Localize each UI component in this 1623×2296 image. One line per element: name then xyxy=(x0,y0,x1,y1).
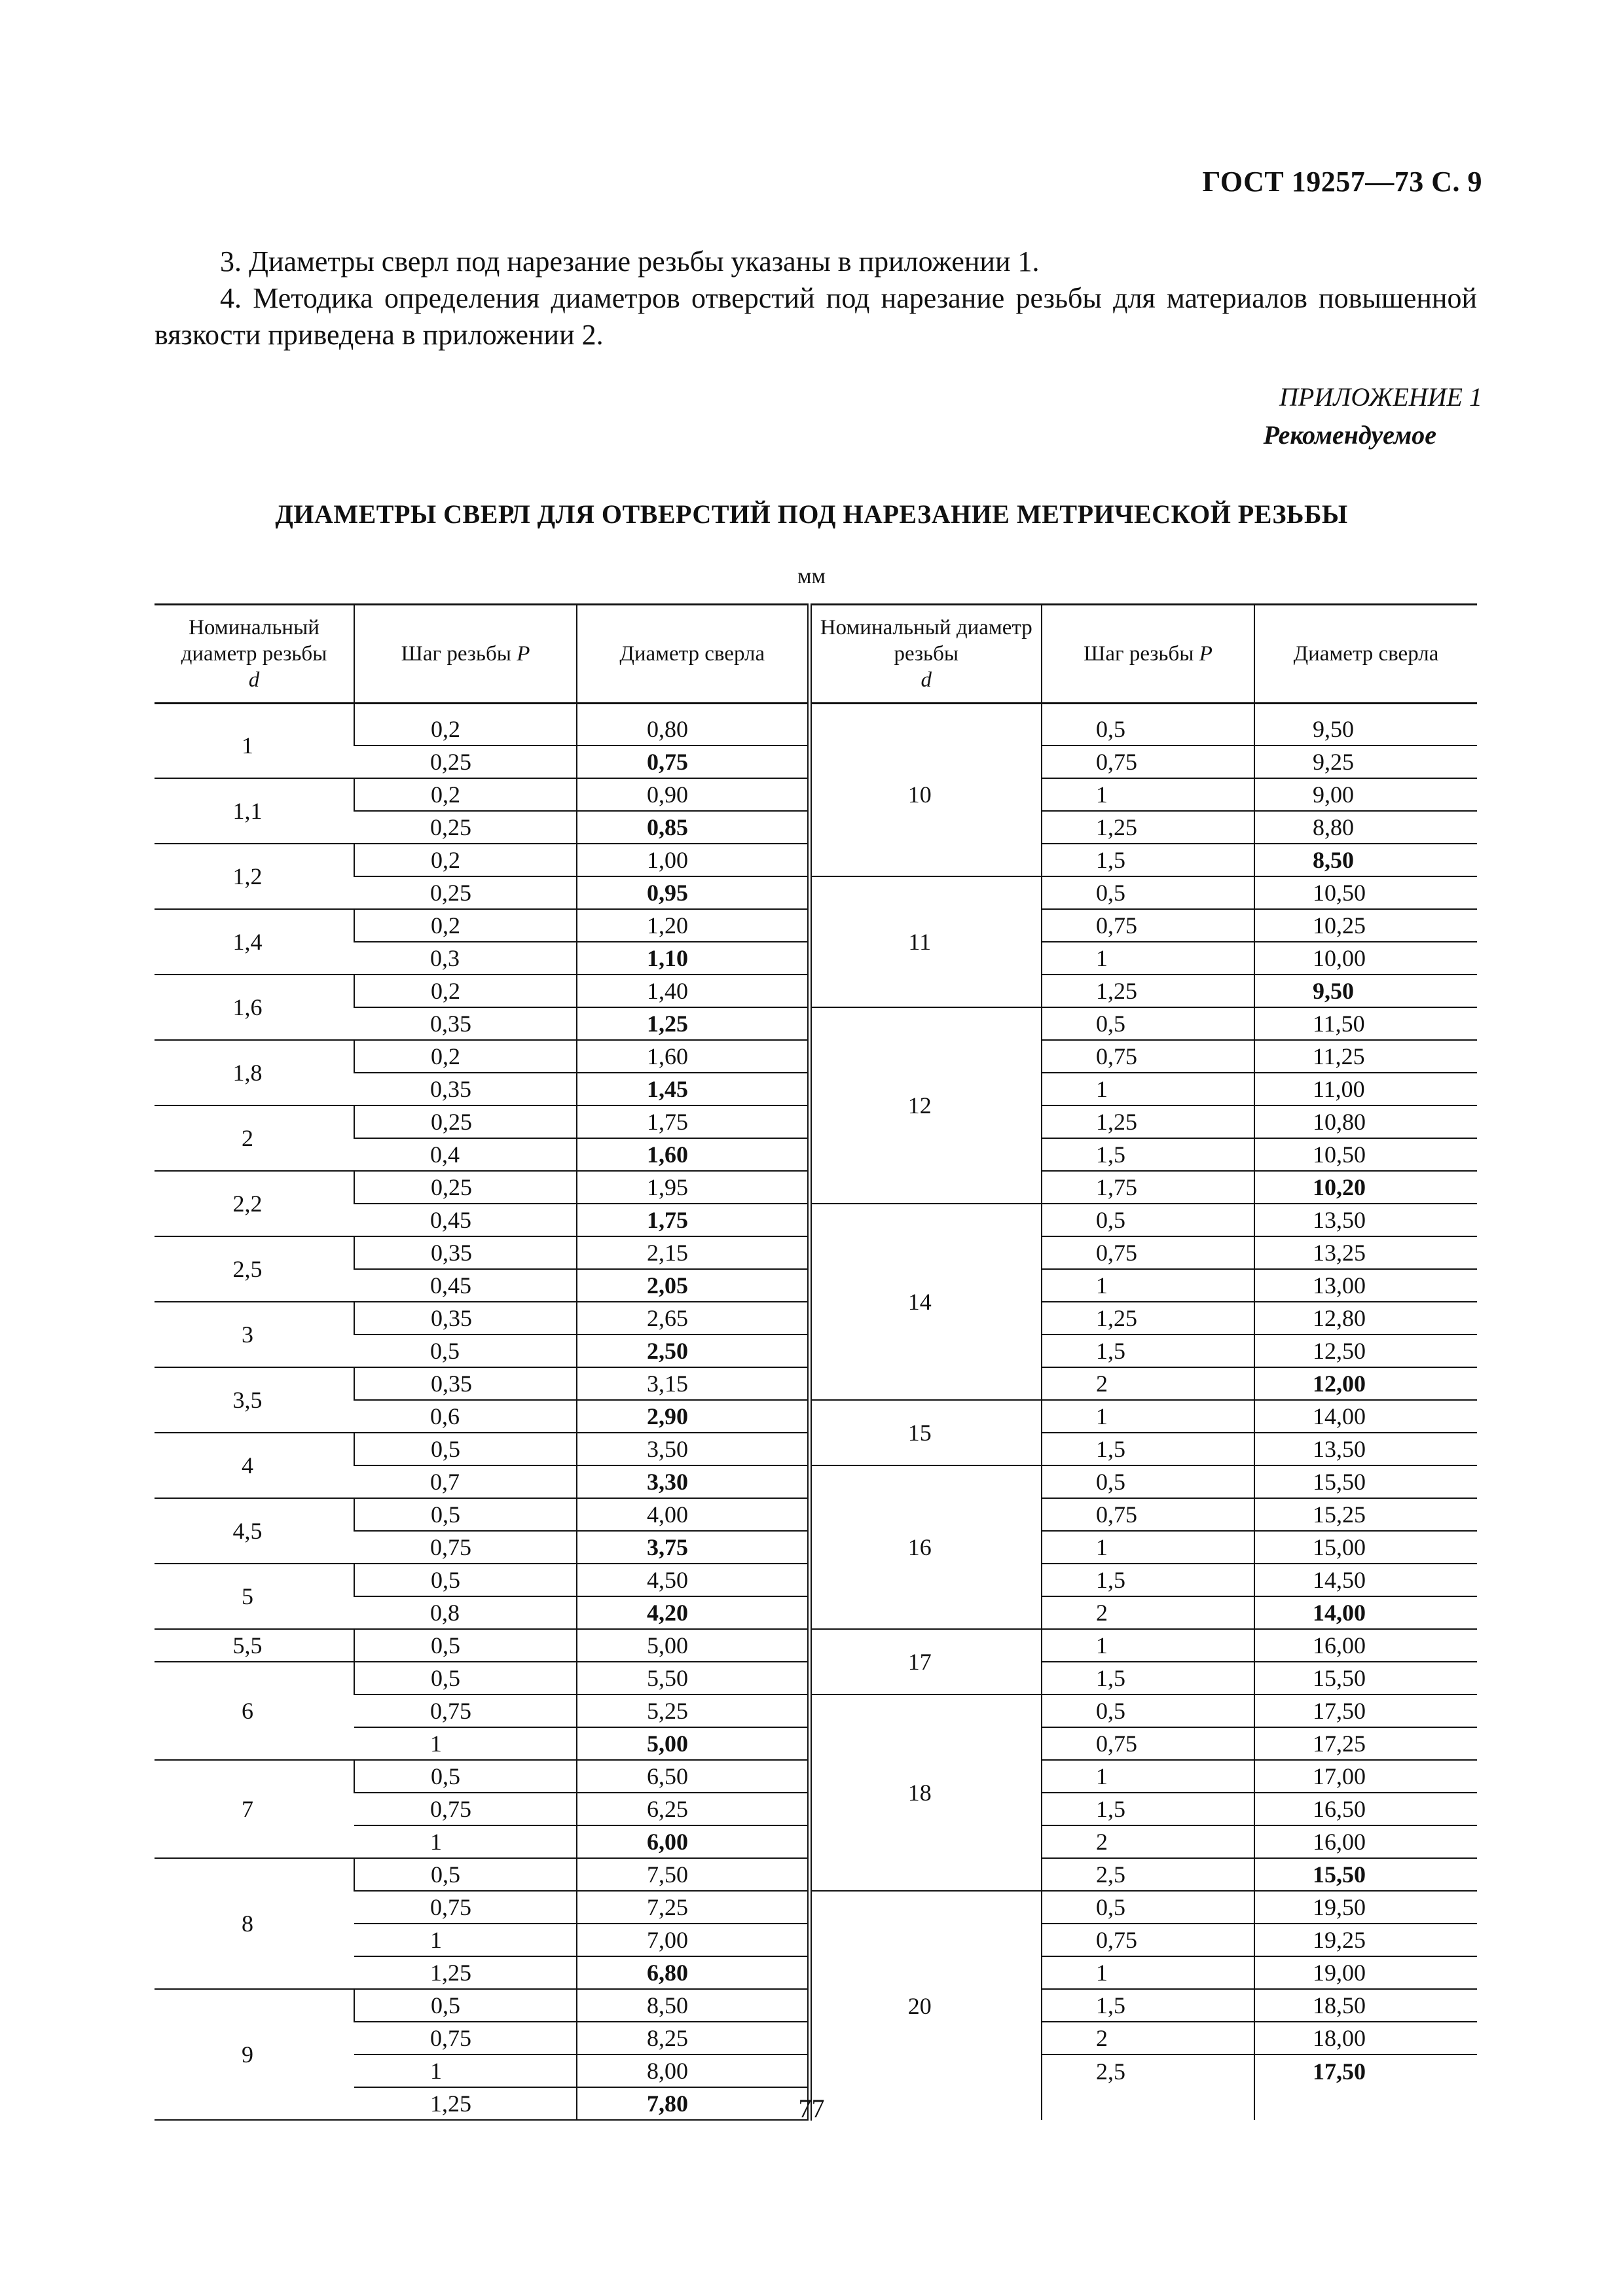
drill-diameter-cell: 9,25 xyxy=(1254,745,1477,778)
drill-diameter-cell: 1,00 xyxy=(577,844,809,876)
drill-diameter-cell: 9,50 xyxy=(1254,975,1477,1007)
header-pitch-text: Шаг резьбы xyxy=(1084,642,1194,666)
pitch-cell: 1,25 xyxy=(1042,1302,1254,1335)
pitch-cell: 0,75 xyxy=(1042,1924,1254,1956)
drill-diameter-cell: 1,10 xyxy=(577,942,809,975)
drill-diameter-cell: 5,00 xyxy=(577,1629,809,1662)
pitch-cell: 0,25 xyxy=(354,745,577,778)
pitch-cell: 0,6 xyxy=(354,1400,577,1433)
drill-diameter-cell: 0,75 xyxy=(577,745,809,778)
header-nominal-right xyxy=(809,605,1042,704)
drill-diameter-cell: 1,60 xyxy=(577,1138,809,1171)
pitch-cell: 1 xyxy=(354,2054,577,2087)
nominal-diameter-cell: 17 xyxy=(809,1629,1042,1695)
drill-diameter-cell: 12,50 xyxy=(1254,1335,1477,1367)
drill-diameter-cell: 4,00 xyxy=(577,1498,809,1531)
pitch-cell: 1,25 xyxy=(354,1956,577,1989)
pitch-cell: 0,5 xyxy=(354,1858,577,1891)
header-pitch-symbol: P xyxy=(1199,642,1213,666)
pitch-cell: 1,25 xyxy=(1042,975,1254,1007)
table-header-row xyxy=(155,605,1477,704)
drill-diameter-cell: 1,95 xyxy=(577,1171,809,1204)
table-title: ДИАМЕТРЫ СВЕРЛ ДЛЯ ОТВЕРСТИЙ ПОД НАРЕЗАНИЕ МЕТРИЧЕСКОЙ РЕЗЬБЫ xyxy=(275,499,1348,529)
pitch-cell: 0,75 xyxy=(1042,745,1254,778)
drill-diameter-cell: 15,25 xyxy=(1254,1498,1477,1531)
pitch-cell: 0,75 xyxy=(1042,909,1254,942)
header-nominal-symbol: d xyxy=(921,668,932,692)
pitch-cell: 0,75 xyxy=(354,2022,577,2054)
drill-diameter-cell: 4,20 xyxy=(577,1596,809,1629)
drill-diameter-cell: 19,00 xyxy=(1254,1956,1477,1989)
pitch-cell: 0,7 xyxy=(354,1465,577,1498)
pitch-cell: 1 xyxy=(1042,1956,1254,1989)
pitch-cell: 0,75 xyxy=(354,1793,577,1825)
pitch-cell: 1,75 xyxy=(1042,1171,1254,1204)
drill-diameter-cell: 8,25 xyxy=(577,2022,809,2054)
table-row xyxy=(155,1629,1477,1662)
pitch-cell: 0,5 xyxy=(1042,1204,1254,1236)
header-nominal-symbol: d xyxy=(248,668,260,692)
pitch-cell: 1 xyxy=(1042,1073,1254,1105)
drill-diameter-cell: 2,15 xyxy=(577,1236,809,1269)
pitch-cell: 1,5 xyxy=(1042,1793,1254,1825)
pitch-cell: 0,75 xyxy=(1042,1727,1254,1760)
pitch-cell: 1 xyxy=(1042,1400,1254,1433)
pitch-cell: 0,5 xyxy=(354,1662,577,1695)
nominal-diameter-cell: 9 xyxy=(155,1989,354,2120)
drill-diameter-cell: 14,00 xyxy=(1254,1596,1477,1629)
drill-diameter-cell: 7,80 xyxy=(577,2087,809,2120)
drill-diameter-cell: 6,50 xyxy=(577,1760,809,1793)
pitch-cell: 1 xyxy=(1042,1760,1254,1793)
drill-diameter-cell: 8,50 xyxy=(577,1989,809,2022)
drill-diameter-cell: 1,40 xyxy=(577,975,809,1007)
header-pitch-text: Шаг резьбы xyxy=(401,642,511,666)
drill-diameter-cell: 2,50 xyxy=(577,1335,809,1367)
nominal-diameter-cell: 4,5 xyxy=(155,1498,354,1564)
drill-diameter-cell: 3,15 xyxy=(577,1367,809,1400)
table-row xyxy=(155,713,1477,745)
nominal-diameter-cell: 20 xyxy=(809,1891,1042,2120)
pitch-cell: 2,5 xyxy=(1042,1858,1254,1891)
pitch-cell: 0,5 xyxy=(1042,1891,1254,1924)
drill-diameter-cell: 16,00 xyxy=(1254,1825,1477,1858)
drill-diameter-cell: 0,80 xyxy=(577,713,809,745)
paragraph-4: 4. Методика определения диаметров отверстий под нарезание резьбы для материалов повышенной вязкости приведена в приложении 2. xyxy=(155,282,1477,351)
pitch-cell: 2 xyxy=(1042,1825,1254,1858)
drill-diameter-cell: 1,75 xyxy=(577,1105,809,1138)
drill-diameter-cell: 10,25 xyxy=(1254,909,1477,942)
drill-diameter-cell: 10,20 xyxy=(1254,1171,1477,1204)
pitch-cell: 1,25 xyxy=(1042,1105,1254,1138)
appendix-subtitle: Рекомендуемое xyxy=(1263,420,1436,450)
drill-diameter-cell: 5,00 xyxy=(577,1727,809,1760)
drill-diameter-cell: 12,00 xyxy=(1254,1367,1477,1400)
drill-diameter-cell: 4,50 xyxy=(577,1564,809,1596)
drill-diameter-cell: 6,25 xyxy=(577,1793,809,1825)
pitch-cell: 2 xyxy=(1042,2022,1254,2054)
drill-diameter-cell: 13,50 xyxy=(1254,1433,1477,1465)
nominal-diameter-cell: 1 xyxy=(155,713,354,778)
drill-diameter-cell: 3,50 xyxy=(577,1433,809,1465)
pitch-cell: 0,75 xyxy=(1042,1236,1254,1269)
pitch-cell: 2 xyxy=(1042,1367,1254,1400)
drill-diameter-cell: 7,50 xyxy=(577,1858,809,1891)
drill-diameter-cell: 8,80 xyxy=(1254,811,1477,844)
drill-diameter-cell: 14,00 xyxy=(1254,1400,1477,1433)
nominal-diameter-cell: 15 xyxy=(809,1400,1042,1465)
drill-diameter-cell: 15,50 xyxy=(1254,1465,1477,1498)
pitch-cell: 1 xyxy=(1042,1629,1254,1662)
document-header: ГОСТ 19257—73 С. 9 xyxy=(1202,166,1482,198)
pitch-cell: 0,2 xyxy=(354,1040,577,1073)
pitch-cell: 1 xyxy=(354,1727,577,1760)
drill-diameter-cell: 8,00 xyxy=(577,2054,809,2087)
pitch-cell: 0,75 xyxy=(354,1891,577,1924)
drill-diameter-cell: 10,50 xyxy=(1254,1138,1477,1171)
drill-diameter-cell: 15,50 xyxy=(1254,1662,1477,1695)
pitch-cell: 0,5 xyxy=(354,1760,577,1793)
pitch-cell: 1,5 xyxy=(1042,1433,1254,1465)
pitch-cell: 0,25 xyxy=(354,876,577,909)
drill-diameter-cell: 5,25 xyxy=(577,1695,809,1727)
header-nominal-text: Номинальный диаметр резьбы xyxy=(820,616,1032,666)
nominal-diameter-cell: 1,4 xyxy=(155,909,354,975)
nominal-diameter-cell: 3,5 xyxy=(155,1367,354,1433)
drill-diameter-cell: 18,00 xyxy=(1254,2022,1477,2054)
pitch-cell: 1 xyxy=(1042,1269,1254,1302)
pitch-cell: 1,5 xyxy=(1042,1335,1254,1367)
drill-diameter-cell: 7,25 xyxy=(577,1891,809,1924)
nominal-diameter-cell: 8 xyxy=(155,1858,354,1989)
pitch-cell: 1,25 xyxy=(1042,811,1254,844)
pitch-cell: 1 xyxy=(1042,1531,1254,1564)
paragraph-3: 3. Диаметры сверл под нарезание резьбы указаны в приложении 1. xyxy=(220,245,1040,278)
pitch-cell: 0,5 xyxy=(354,1989,577,2022)
pitch-cell: 0,5 xyxy=(354,1629,577,1662)
drill-diameter-table xyxy=(155,603,1477,2121)
pitch-cell: 0,75 xyxy=(354,1695,577,1727)
drill-diameter-cell: 16,00 xyxy=(1254,1629,1477,1662)
pitch-cell: 1,5 xyxy=(1042,844,1254,876)
nominal-diameter-cell: 5,5 xyxy=(155,1629,354,1662)
pitch-cell: 0,75 xyxy=(354,1531,577,1564)
drill-diameter-cell: 13,50 xyxy=(1254,1204,1477,1236)
drill-diameter-cell: 11,00 xyxy=(1254,1073,1477,1105)
pitch-cell: 0,2 xyxy=(354,778,577,811)
pitch-cell: 0,5 xyxy=(354,1564,577,1596)
nominal-diameter-cell: 16 xyxy=(809,1465,1042,1629)
drill-diameter-cell: 5,50 xyxy=(577,1662,809,1695)
pitch-cell: 0,4 xyxy=(354,1138,577,1171)
pitch-cell: 1,5 xyxy=(1042,1662,1254,1695)
drill-diameter-cell: 19,25 xyxy=(1254,1924,1477,1956)
pitch-cell: 0,25 xyxy=(354,811,577,844)
header-nominal-left xyxy=(155,605,354,704)
pitch-cell: 0,5 xyxy=(1042,876,1254,909)
drill-diameter-cell: 0,95 xyxy=(577,876,809,909)
header-pitch-left xyxy=(354,605,577,704)
nominal-diameter-cell: 1,8 xyxy=(155,1040,354,1105)
pitch-cell: 0,5 xyxy=(354,1335,577,1367)
drill-diameter-cell: 11,25 xyxy=(1254,1040,1477,1073)
drill-diameter-cell: 15,50 xyxy=(1254,1858,1477,1891)
drill-diameter-cell: 9,50 xyxy=(1254,713,1477,745)
pitch-cell: 0,35 xyxy=(354,1073,577,1105)
appendix-label xyxy=(1264,378,1482,454)
drill-diameter-cell: 0,90 xyxy=(577,778,809,811)
pitch-cell: 1,5 xyxy=(1042,1564,1254,1596)
drill-diameter-cell: 10,50 xyxy=(1254,876,1477,909)
drill-diameter-cell: 13,25 xyxy=(1254,1236,1477,1269)
nominal-diameter-cell: 18 xyxy=(809,1695,1042,1891)
header-gap-row xyxy=(155,704,1477,714)
drill-diameter-cell: 3,30 xyxy=(577,1465,809,1498)
header-drill-left: Диаметр сверла xyxy=(577,605,809,704)
nominal-diameter-cell: 2 xyxy=(155,1105,354,1171)
drill-diameter-cell: 17,50 xyxy=(1254,2054,1477,2087)
header-nominal-text: Номинальный диаметр резьбы xyxy=(181,616,327,666)
header-pitch-symbol: P xyxy=(517,642,530,666)
pitch-cell: 1,5 xyxy=(1042,1989,1254,2022)
drill-diameter-table-container xyxy=(155,603,1477,2121)
drill-diameter-cell: 1,25 xyxy=(577,1007,809,1040)
pitch-cell: 0,5 xyxy=(354,1433,577,1465)
pitch-cell: 0,5 xyxy=(1042,1007,1254,1040)
pitch-cell: 1 xyxy=(1042,778,1254,811)
nominal-diameter-cell: 7 xyxy=(155,1760,354,1858)
pitch-cell: 0,5 xyxy=(354,1498,577,1531)
pitch-cell: 0,35 xyxy=(354,1302,577,1335)
appendix-title: ПРИЛОЖЕНИЕ 1 xyxy=(1279,382,1482,412)
pitch-cell: 1,5 xyxy=(1042,1138,1254,1171)
header-drill-right: Диаметр сверла xyxy=(1254,605,1477,704)
pitch-cell: 0,5 xyxy=(1042,713,1254,745)
drill-diameter-cell: 8,50 xyxy=(1254,844,1477,876)
nominal-diameter-cell: 1,2 xyxy=(155,844,354,909)
drill-diameter-cell: 1,75 xyxy=(577,1204,809,1236)
pitch-cell: 0,3 xyxy=(354,942,577,975)
pitch-cell: 0,75 xyxy=(1042,1498,1254,1531)
nominal-diameter-cell: 4 xyxy=(155,1433,354,1498)
drill-diameter-cell: 13,00 xyxy=(1254,1269,1477,1302)
pitch-cell: 0,8 xyxy=(354,1596,577,1629)
pitch-cell: 0,35 xyxy=(354,1367,577,1400)
drill-diameter-cell: 18,50 xyxy=(1254,1989,1477,2022)
nominal-diameter-cell: 1,1 xyxy=(155,778,354,844)
drill-diameter-cell: 6,00 xyxy=(577,1825,809,1858)
drill-diameter-cell: 16,50 xyxy=(1254,1793,1477,1825)
pitch-cell: 2,5 xyxy=(1042,2054,1254,2087)
pitch-cell: 0,75 xyxy=(1042,1040,1254,1073)
drill-diameter-cell: 15,00 xyxy=(1254,1531,1477,1564)
drill-diameter-cell: 14,50 xyxy=(1254,1564,1477,1596)
nominal-diameter-cell: 2,2 xyxy=(155,1171,354,1236)
drill-diameter-cell: 12,80 xyxy=(1254,1302,1477,1335)
nominal-diameter-cell: 3 xyxy=(155,1302,354,1367)
nominal-diameter-cell: 1,6 xyxy=(155,975,354,1040)
pitch-cell: 1,25 xyxy=(354,2087,577,2120)
drill-diameter-cell: 11,50 xyxy=(1254,1007,1477,1040)
table-body xyxy=(155,704,1477,2121)
pitch-cell: 0,2 xyxy=(354,975,577,1007)
drill-diameter-cell: 2,05 xyxy=(577,1269,809,1302)
header-pitch-right xyxy=(1042,605,1254,704)
nominal-diameter-cell: 2,5 xyxy=(155,1236,354,1302)
pitch-cell: 0,45 xyxy=(354,1204,577,1236)
pitch-cell: 0,25 xyxy=(354,1171,577,1204)
drill-diameter-cell: 7,00 xyxy=(577,1924,809,1956)
pitch-cell: 0,5 xyxy=(1042,1465,1254,1498)
nominal-diameter-cell: 6 xyxy=(155,1662,354,1760)
pitch-cell: 1 xyxy=(1042,942,1254,975)
pitch-cell: 0,35 xyxy=(354,1007,577,1040)
pitch-cell: 0,2 xyxy=(354,713,577,745)
drill-diameter-cell: 19,50 xyxy=(1254,1891,1477,1924)
pitch-cell: 0,35 xyxy=(354,1236,577,1269)
pitch-cell: 1 xyxy=(354,1924,577,1956)
nominal-diameter-cell: 5 xyxy=(155,1564,354,1629)
nominal-diameter-cell: 14 xyxy=(809,1204,1042,1400)
pitch-cell: 0,2 xyxy=(354,844,577,876)
drill-diameter-cell: 1,20 xyxy=(577,909,809,942)
pitch-cell: 1 xyxy=(354,1825,577,1858)
nominal-diameter-cell: 11 xyxy=(809,876,1042,1007)
drill-diameter-cell: 17,00 xyxy=(1254,1760,1477,1793)
drill-diameter-cell: 17,25 xyxy=(1254,1727,1477,1760)
drill-diameter-cell: 2,65 xyxy=(577,1302,809,1335)
pitch-cell: 2 xyxy=(1042,1596,1254,1629)
drill-diameter-cell: 1,60 xyxy=(577,1040,809,1073)
drill-diameter-cell: 3,75 xyxy=(577,1531,809,1564)
drill-diameter-cell: 6,80 xyxy=(577,1956,809,1989)
pitch-cell: 0,45 xyxy=(354,1269,577,1302)
pitch-cell: 0,5 xyxy=(1042,1695,1254,1727)
nominal-diameter-cell: 10 xyxy=(809,713,1042,876)
drill-diameter-cell: 9,00 xyxy=(1254,778,1477,811)
page-number: 77 xyxy=(798,2094,825,2123)
drill-diameter-cell: 10,80 xyxy=(1254,1105,1477,1138)
drill-diameter-cell: 17,50 xyxy=(1254,1695,1477,1727)
drill-diameter-cell: 1,45 xyxy=(577,1073,809,1105)
drill-diameter-cell: 0,85 xyxy=(577,811,809,844)
pitch-cell: 0,25 xyxy=(354,1105,577,1138)
nominal-diameter-cell: 12 xyxy=(809,1007,1042,1204)
unit-label: мм xyxy=(797,564,826,588)
drill-diameter-cell: 2,90 xyxy=(577,1400,809,1433)
drill-diameter-cell: 10,00 xyxy=(1254,942,1477,975)
pitch-cell: 0,2 xyxy=(354,909,577,942)
